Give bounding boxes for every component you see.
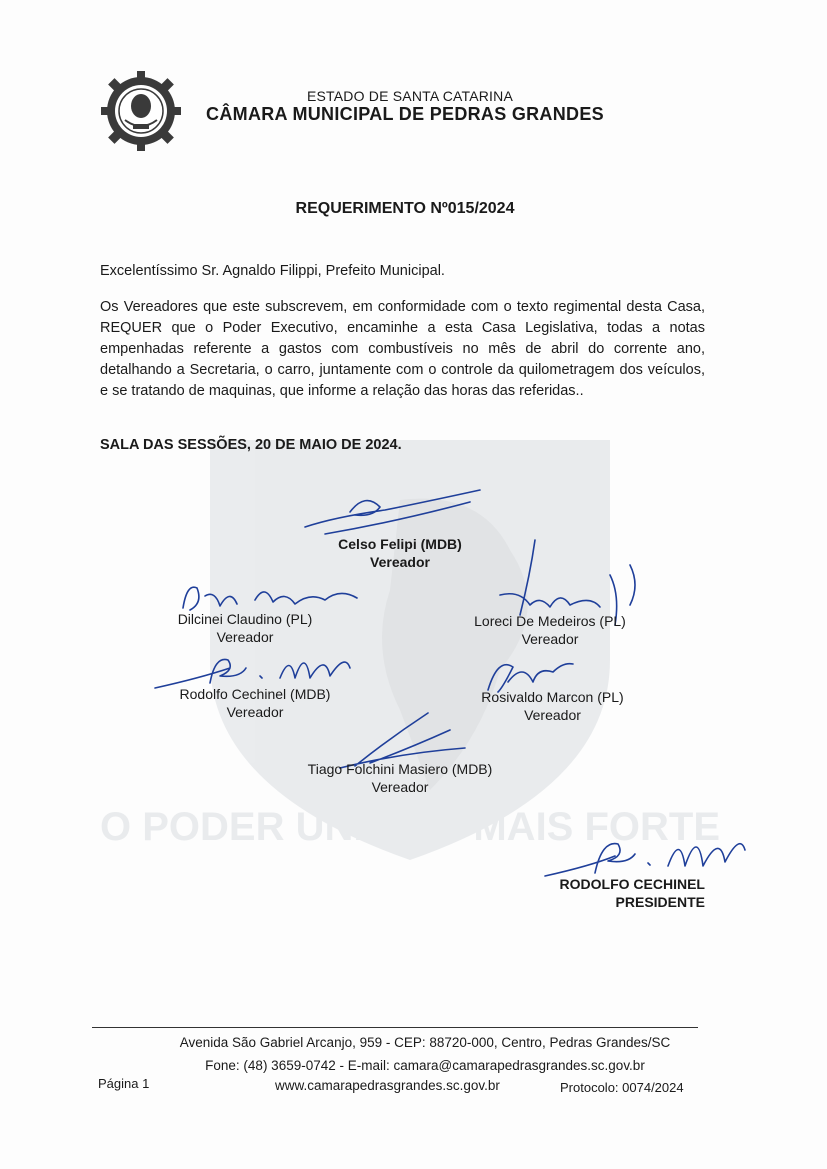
signer-role: PRESIDENTE [615,894,705,910]
footer-website[interactable]: www.camarapedrasgrandes.sc.gov.br [275,1078,500,1093]
signer-rosivaldo [475,688,630,724]
watermark-motto: O PODER UNIDO É MAIS FORTE [99,805,721,849]
signer-rodolfo [165,685,345,721]
signer-name: RODOLFO CECHINEL [559,876,705,892]
footer-contact: Fone: (48) 3659-0742 - E-mail: camara@camarapedrasgrandes.sc.gov.br [205,1058,645,1073]
signer-name: Rosivaldo Marcon (PL) [481,689,624,705]
request-body: Os Vereadores que este subscrevem, em conformidade com o texto regimental desta Casa, REQUER que o Poder Executivo, encaminhe a esta Casa Legislativa, todas a notas empenhadas referente a gastos com combustíveis no mês de abril do corrente ano, detalhando a Secretaria, o carro, juntamente com o controle da quilometragem dos veículos, e se tratando de maquinas, que informe a relação das horas das referidas.. [100,299,705,399]
signer-name: Dilcinei Claudino (PL) [177,611,313,627]
salutation: Excelentíssimo Sr. Agnaldo Filippi, Prefeito Municipal. [100,263,445,279]
signer-loreci [465,612,635,648]
signer-role: Vereador [216,629,274,645]
signer-president [545,875,705,911]
place-date: SALA DAS SESSÕES, 20 DE MAIO DE 2024. [100,437,402,453]
signer-name: Celso Felipi (MDB) [338,536,462,552]
camara-seal-logo [100,70,182,152]
signature-celso [295,482,495,542]
signer-name: Loreci De Medeiros (PL) [474,613,626,629]
signer-role: Vereador [371,779,429,795]
signer-role: Vereador [524,707,581,723]
footer-address: Avenida São Gabriel Arcanjo, 959 - CEP: 88720-000, Centro, Pedras Grandes/SC [179,1035,671,1050]
signer-role: Vereador [521,631,579,647]
protocol-number: Protocolo: 0074/2024 [560,1080,684,1095]
footer-divider [92,1027,698,1028]
header-institution: CÂMARA MUNICIPAL DE PEDRAS GRANDES [206,104,604,124]
signer-name: Rodolfo Cechinel (MDB) [179,686,331,702]
header-state: ESTADO DE SANTA CATARINA [306,88,514,104]
document-title: REQUERIMENTO Nº015/2024 [295,200,515,217]
signer-role: Vereador [370,554,430,570]
signer-role: Vereador [226,704,284,720]
signer-tiago [300,760,500,796]
signer-celso [310,535,490,571]
signer-name: Tiago Folchini Masiero (MDB) [307,761,493,777]
signer-dilcinei [160,610,330,646]
page-number: Página 1 [98,1076,150,1091]
